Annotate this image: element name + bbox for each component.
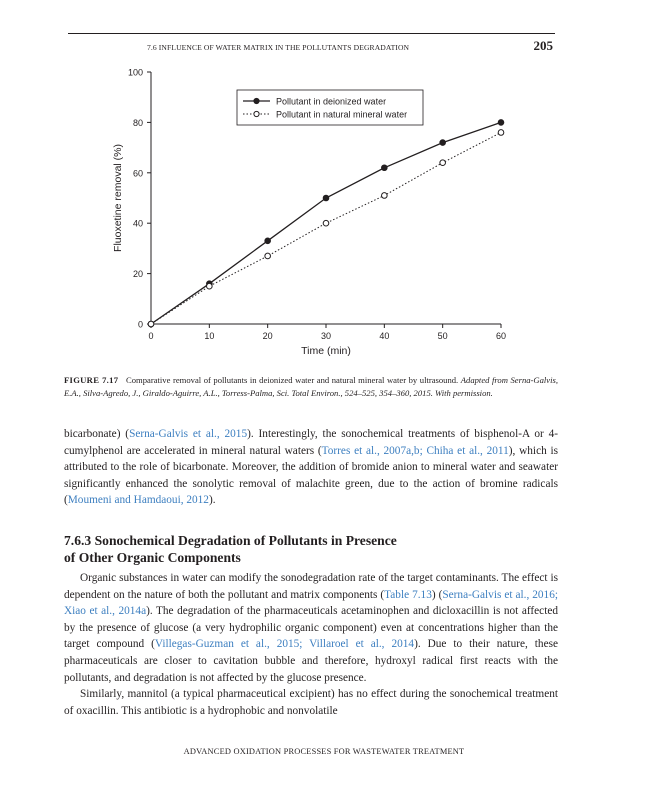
x-tick-label: 40 xyxy=(379,331,390,341)
data-point-mineral xyxy=(382,193,388,199)
body-paragraph-3: Similarly, mannitol (a typical pharmaceutical excipient) has no effect during the sonochemical treatment of oxacillin. This antibiotic is a hydrophobic and nonvolatile xyxy=(64,688,558,717)
para2-text-4: ). Due to their nature, these pharmaceuticals are closer to cavitation bubble and therefore, hydroxyl radical first reacts with the pollutants, and degradation is not affected by the glucose presence. xyxy=(64,638,558,684)
legend-marker xyxy=(254,111,259,116)
page-number: 205 xyxy=(533,38,553,53)
citation-link[interactable]: Torres et al., 2007a,b; Chiha et al., 2011 xyxy=(321,444,509,457)
legend-box xyxy=(237,90,423,125)
table-link[interactable]: Table 7.13 xyxy=(384,588,432,601)
para1-text-3: ), which is attributed to the role of bicarbonate. Moreover, the addition of bromide anion to mineral water and seawater significantly enhanced the sonolytic removal of malachite green, due to the action of bromine radicals ( xyxy=(64,444,559,507)
citation-link[interactable]: Serna-Galvis et al., 2016; Xiao et al., 2014a xyxy=(64,588,558,618)
y-tick-label: 40 xyxy=(132,218,143,229)
section-title-line-2: of Other Organic Components xyxy=(64,550,241,565)
x-tick-label: 50 xyxy=(437,331,448,341)
data-point-deionized xyxy=(265,238,271,244)
data-point-mineral xyxy=(440,160,446,166)
data-point-mineral xyxy=(148,321,154,327)
figure-caption xyxy=(64,374,558,399)
y-axis-label: Fluoxetine removal (%) xyxy=(112,144,124,252)
x-tick-label: 0 xyxy=(148,331,154,341)
para2-text-3: ). The degradation of the pharmaceuticals acetaminophen and dicloxacillin is not affected by the presence of glucose (a very hydrophilic organic component) even at concentrations higher than the target compound ( xyxy=(64,605,558,651)
x-tick-label: 20 xyxy=(262,331,273,341)
y-tick-label: 20 xyxy=(132,269,143,280)
citation-link[interactable]: Serna-Galvis et al., 2015 xyxy=(129,428,248,440)
citation-link[interactable]: Villegas-Guzman et al., 2015; Villaroel et al., 2014 xyxy=(154,638,415,651)
y-tick-label: 80 xyxy=(132,117,143,128)
legend-label: Pollutant in deionized water xyxy=(276,96,387,107)
data-point-mineral xyxy=(498,130,504,136)
y-tick-label: 0 xyxy=(137,319,143,330)
figure-caption-text: Comparative removal of pollutants in deionized water and natural mineral water by ultrasound. xyxy=(126,375,459,385)
data-point-mineral xyxy=(323,220,329,226)
para1-text-4: ). xyxy=(208,494,216,507)
running-head: 7.6 INFLUENCE OF WATER MATRIX IN THE POLLUTANTS DEGRADATION xyxy=(147,43,410,52)
x-tick-label: 60 xyxy=(495,331,507,341)
figure-label: FIGURE 7.17 xyxy=(64,375,119,385)
para2-text-2: ) ( xyxy=(431,588,443,601)
line-chart xyxy=(100,60,530,360)
y-tick-label: 100 xyxy=(127,67,143,78)
para1-text-2: ). Interestingly, the sonochemical treatments of bisphenol-A or 4-cumylphenol are accelerated in mineral natural waters ( xyxy=(64,428,559,457)
figure-credit: Adapted from Serna-Galvis, E.A., Silva-Agredo, J., Giraldo-Aguirre, A.L., Torress-Palma, Sci. Total Environ., 524–525, 354–360, 2015. With permission. xyxy=(64,375,558,398)
body-paragraph-1 xyxy=(64,426,558,509)
y-tick-label: 60 xyxy=(132,168,143,179)
x-tick-label: 10 xyxy=(204,331,215,341)
citation-link[interactable]: Moumeni and Hamdaoui, 2012 xyxy=(67,494,209,507)
para2-text-1: Organic substances in water can modify the sonodegradation rate of the target contaminants. The effect is dependent on the nature of both the pollutant and matrix components ( xyxy=(64,572,558,601)
section-heading xyxy=(64,532,558,566)
legend-label: Pollutant in natural mineral water xyxy=(276,109,408,120)
header-rule xyxy=(68,33,555,34)
section-title-line-1: 7.6.3 Sonochemical Degradation of Pollutants in Presence xyxy=(64,533,397,548)
x-axis-label: Time (min) xyxy=(301,345,351,357)
legend-marker xyxy=(254,98,259,103)
data-point-deionized xyxy=(440,140,446,146)
data-point-deionized xyxy=(498,120,504,126)
page-footer: ADVANCED OXIDATION PROCESSES FOR WASTEWATER TREATMENT xyxy=(183,747,465,756)
chart-legend xyxy=(237,90,423,125)
data-point-deionized xyxy=(382,165,388,171)
x-tick-label: 30 xyxy=(320,331,332,341)
data-point-deionized xyxy=(323,195,329,201)
series-line-mineral xyxy=(151,133,501,325)
body-paragraph-2 xyxy=(64,570,558,686)
data-point-mineral xyxy=(265,253,271,259)
chart-series xyxy=(148,120,504,327)
data-point-mineral xyxy=(207,283,213,289)
para1-text-1: bicarbonate) ( xyxy=(64,428,130,440)
